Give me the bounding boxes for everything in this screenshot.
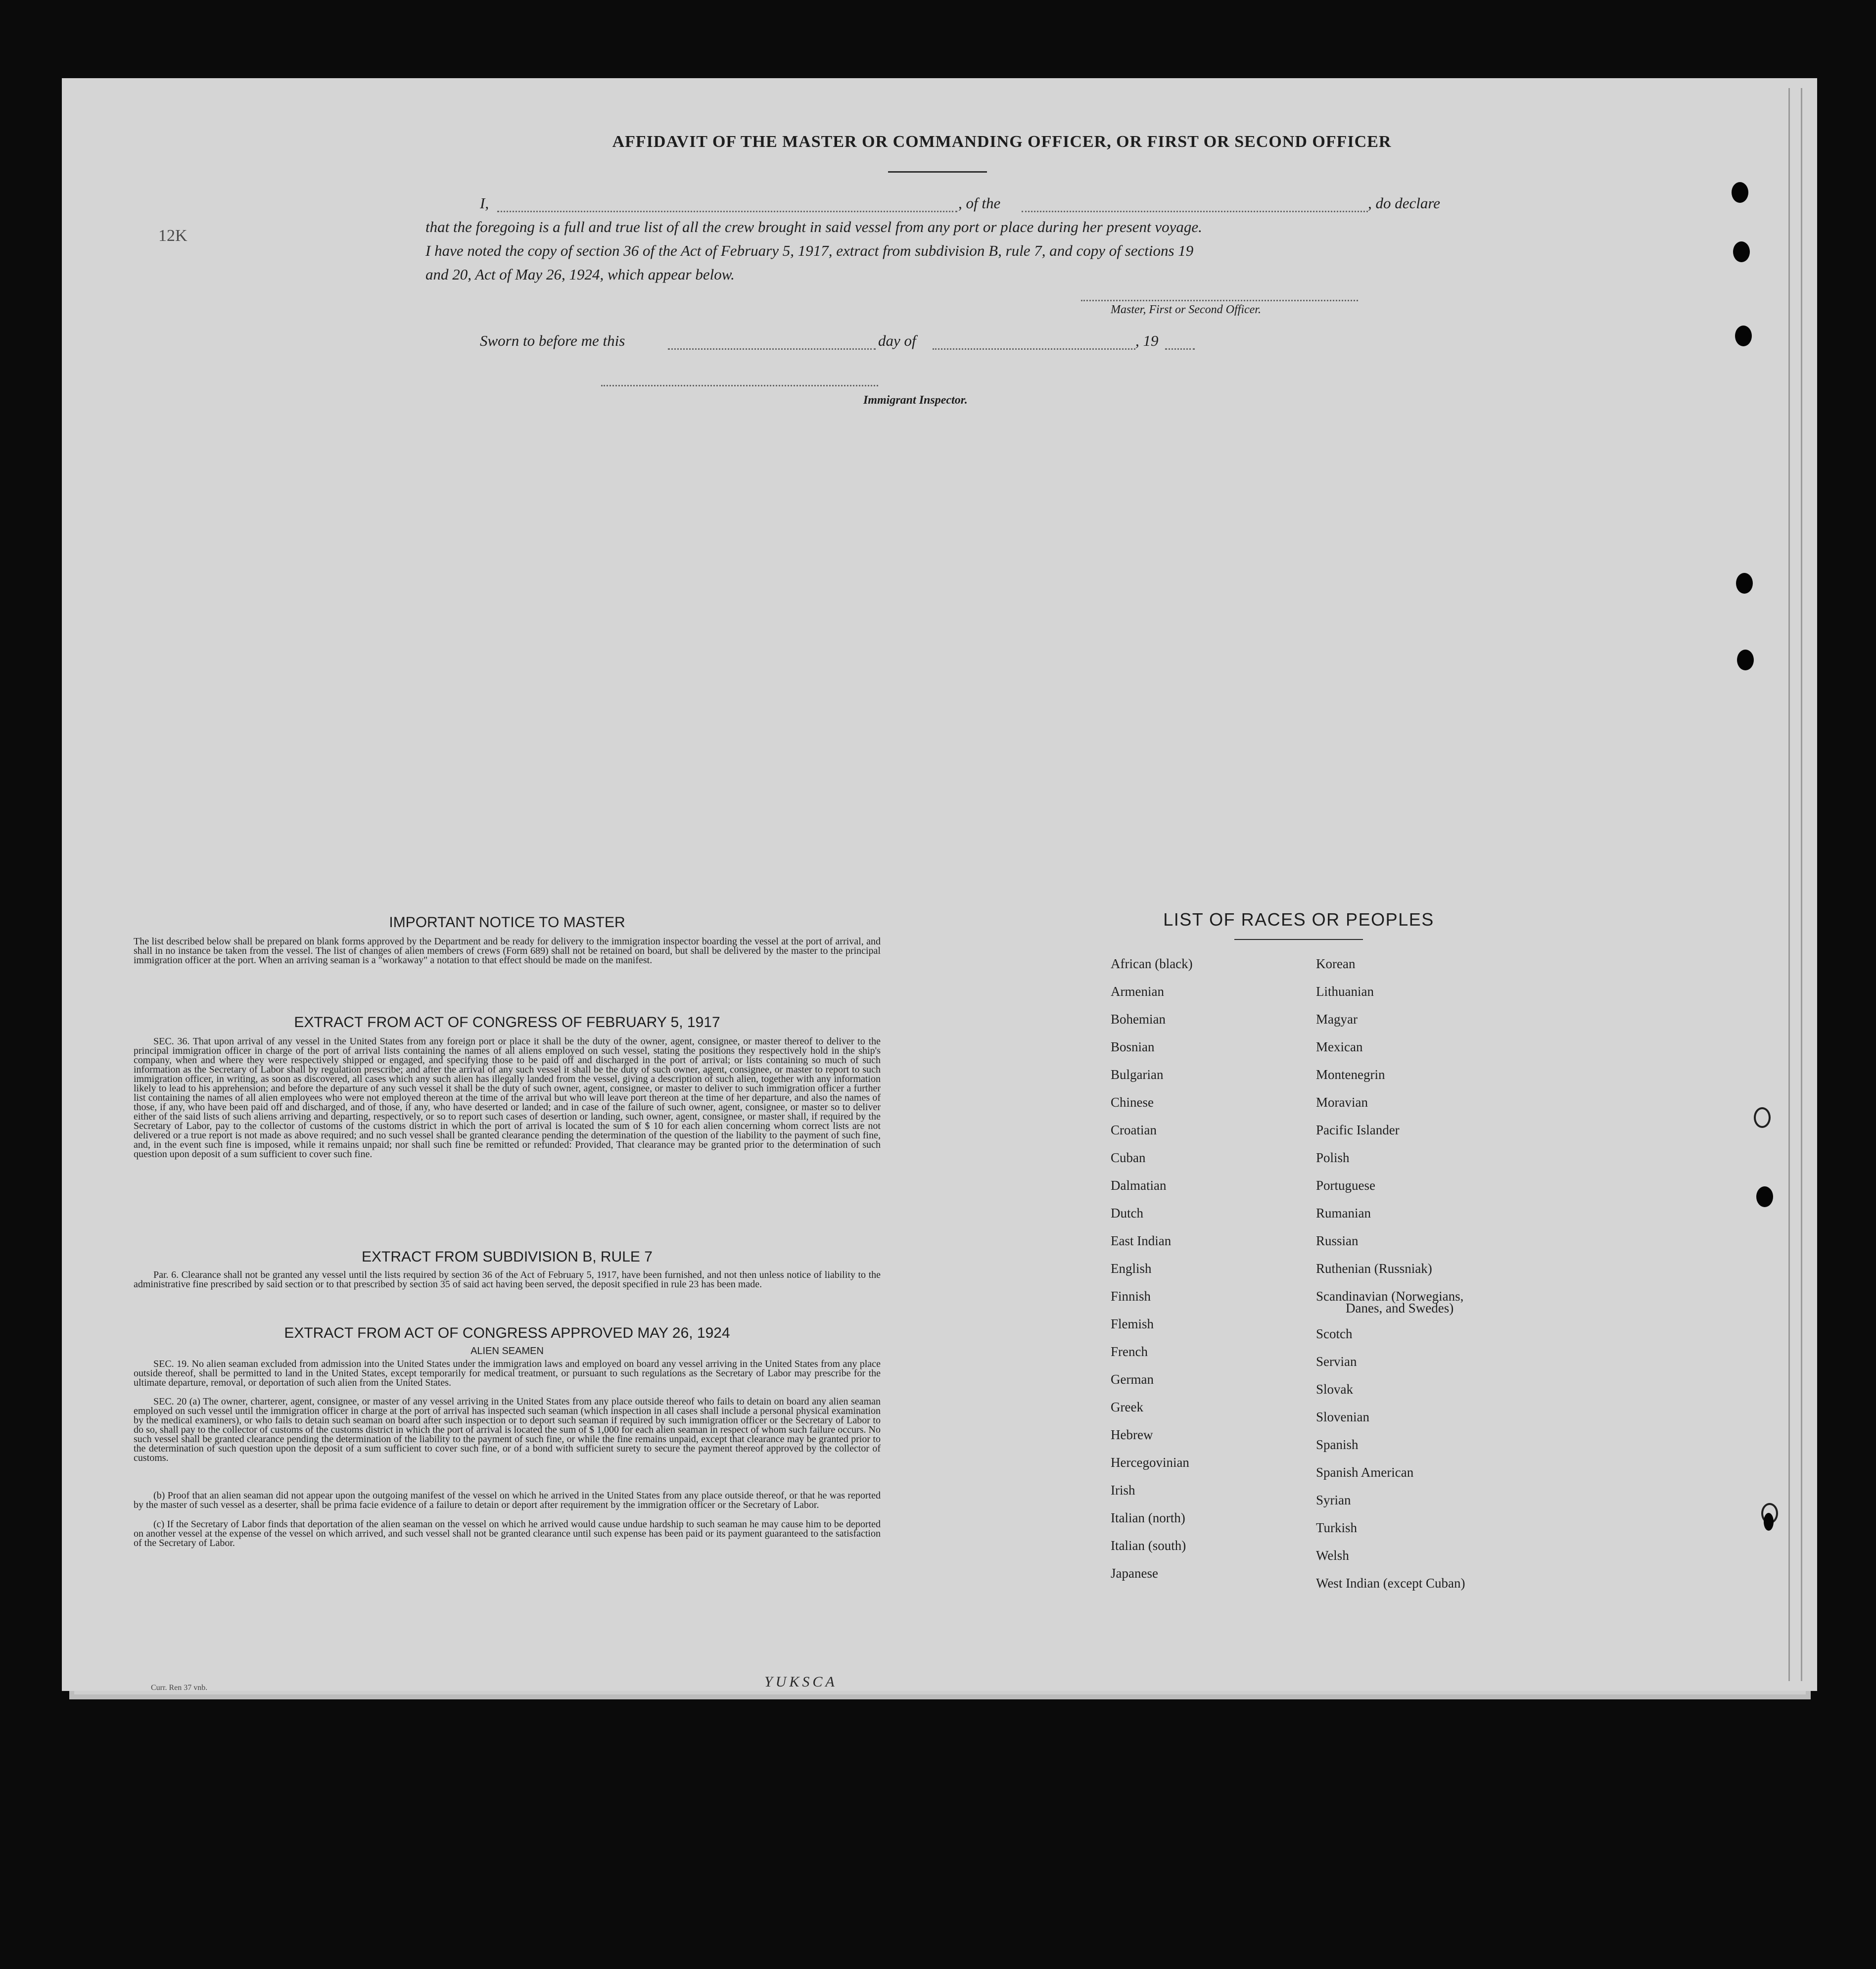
binder-hole — [1754, 1107, 1771, 1128]
race-list-item: Dutch — [1111, 1206, 1143, 1220]
day-blank — [668, 348, 876, 350]
race-list-item: Bohemian — [1111, 1012, 1166, 1027]
sec20b-body: (b) Proof that an alien seaman did not appear upon the outgoing manifest of the vessel on which he arrived in the United States from any place outside thereof, or that he was reported by the master of such vessel as a deserter, shall be prima facie evidence of a failure to detain or deport after requirement by the immigration officer or the Secretary of Labor. — [134, 1490, 881, 1510]
name-blank — [497, 211, 957, 212]
extract-1924-title: EXTRACT FROM ACT OF CONGRESS APPROVED MAY 26, 1924 — [284, 1325, 730, 1341]
binder-hole — [1764, 1513, 1774, 1531]
race-list-item: Ruthenian (Russniak) — [1316, 1261, 1432, 1276]
manifest-page — [62, 78, 1817, 1691]
race-list-item: Armenian — [1111, 984, 1164, 999]
page-edge — [1801, 88, 1802, 1681]
race-list-item: Scotch — [1316, 1326, 1353, 1341]
race-list-item: West Indian (except Cuban) — [1316, 1576, 1465, 1591]
race-list-item: German — [1111, 1372, 1154, 1387]
race-list-item: Mexican — [1316, 1039, 1363, 1054]
race-list-item: Italian (north) — [1111, 1510, 1185, 1525]
affidavit-do-declare: , do declare — [1368, 194, 1441, 212]
race-list-item: Slovak — [1316, 1382, 1354, 1397]
binder-hole — [1736, 573, 1753, 594]
race-list-item: Moravian — [1316, 1095, 1368, 1110]
race-list-item: African (black) — [1111, 956, 1193, 971]
binder-hole — [1735, 326, 1752, 346]
title-rule — [888, 171, 987, 173]
binder-hole — [1733, 241, 1750, 262]
vessel-blank — [1022, 211, 1368, 212]
sworn-day-of: day of — [878, 332, 916, 349]
affidavit-line-4: and 20, Act of May 26, 1924, which appear below. — [425, 266, 735, 283]
race-list-item: Bosnian — [1111, 1039, 1155, 1054]
race-list-item: Polish — [1316, 1150, 1350, 1165]
race-list-item: Chinese — [1111, 1095, 1154, 1110]
race-list-item: Magyar — [1316, 1012, 1358, 1027]
race-list-item: Welsh — [1316, 1548, 1349, 1563]
race-list-item: Portuguese — [1316, 1178, 1375, 1193]
race-list-item: Spanish — [1316, 1437, 1359, 1452]
form-number: Curr. Ren 37 vnb. — [151, 1684, 208, 1692]
race-list-item: Japanese — [1111, 1566, 1158, 1581]
race-list-item: English — [1111, 1261, 1152, 1276]
race-list-item: Spanish American — [1316, 1465, 1414, 1480]
master-label: Master, First or Second Officer. — [1111, 303, 1261, 316]
race-list-item: Danes, and Swedes) — [1346, 1301, 1454, 1315]
margin-mark: 12K — [158, 227, 188, 245]
extract-1924-subtitle: ALIEN SEAMEN — [470, 1346, 544, 1357]
rule7-title: EXTRACT FROM SUBDIVISION B, RULE 7 — [362, 1249, 653, 1265]
race-list-item: Finnish — [1111, 1289, 1151, 1304]
race-list-item: Servian — [1316, 1354, 1357, 1369]
affidavit-line-2: that the foregoing is a full and true list of all the crew brought in said vessel from any port or place during her present voyage. — [425, 218, 1202, 235]
race-list-item: Bulgarian — [1111, 1067, 1164, 1082]
race-list-item: Rumanian — [1316, 1206, 1371, 1220]
sec20c-body: (c) If the Secretary of Labor finds that deportation of the alien seaman on the vessel on which he arrived would cause undue hardship to such seaman he may cause him to be deported on another vessel at the expense of the vessel on which arrived, and such vessel shall not be granted clearance until such expense has been paid or its payment guaranteed to the satisfaction of the Secretary of Labor. — [134, 1519, 881, 1548]
race-list-item: Pacific Islander — [1316, 1123, 1400, 1137]
binder-hole — [1756, 1186, 1773, 1207]
year-blank — [1165, 348, 1195, 350]
affidavit-of-the: , of the — [958, 194, 1001, 212]
race-list-item: Cuban — [1111, 1150, 1146, 1165]
races-title: LIST OF RACES OR PEOPLES — [1163, 909, 1434, 930]
race-list-item: French — [1111, 1344, 1148, 1359]
race-list-item: Irish — [1111, 1483, 1135, 1498]
race-list-item: East Indian — [1111, 1233, 1172, 1248]
inspector-signature-blank — [601, 385, 878, 386]
month-blank — [933, 348, 1135, 350]
race-list-item: Hercegovinian — [1111, 1455, 1189, 1470]
race-list-item: Russian — [1316, 1233, 1359, 1248]
affidavit-line-3: I have noted the copy of section 36 of the Act of February 5, 1917, extract from subdivision B, rule 7, and copy of sections 19 — [425, 242, 1194, 259]
binder-hole — [1732, 182, 1748, 203]
race-list-item: Slovenian — [1316, 1409, 1369, 1424]
sworn-prefix: Sworn to before me this — [480, 332, 625, 349]
extract-1917-body: SEC. 36. That upon arrival of any vessel in the United States from any foreign port or place it shall be the duty of the owner, agent, consignee, or master thereof to deliver to the principal immigration officer in charge of the port of arrival lists containing the names of all aliens employed on such vessel, stating the positions they respectively hold in the ship's company, when and where they were respectively shipped or engaged, and specifying those to be paid off and discharged in the port of arrival; or lists containing so much of such information as the Secretary of Labor shall by regulation prescribe; and after the arrival of any such vessel it shall be the duty of such owner, agent, consignee, or master to report to such immigration officer, in writing, as soon as discovered, all cases which any such alien has illegally landed from the vessel, giving a description of such alien, together with any information likely to lead to his apprehension; and before the departure of any such vessel it shall be the duty of such owner, agent, consignee, or master to deliver to such immigration officer a further list containing the names of all alien employees who were not employed thereon at the time of the arrival but who will leave port thereon at the time of her departure, and also the names of those, if any, who have been paid off and discharged, and of those, if any, who have deserted or landed; and in case of the failure of such owner, agent, consignee, or master so to deliver either of the said lists of such aliens arriving and departing, respectively, or so to report such cases of desertion or landing, such owner, agent, consignee, or master shall, if required by the Secretary of Labor, pay to the collector of customs of the customs district in which the port of arrival is located the sum of $ 10 for each alien concerning whom correct lists are not delivered or a true report is not made as above required; and no such vessel shall be granted clearance pending the determination of the question of the liability to the payment of such fine, and, in the event such fine is imposed, while it remains unpaid; nor shall such fine be remitted or refunded: Provided, That clearance may be granted prior to the determination of such question upon deposit of a sum sufficient to cover such fine. — [134, 1036, 881, 1160]
page-edge — [1788, 88, 1790, 1681]
notice-body: The list described below shall be prepared on blank forms approved by the Department and be ready for delivery to the immigration inspector boarding the vessel at the port of arrival, and shall in no instance be taken from the vessel. The list of changes of alien members of crews (Form 689) shall not be retained on board, but shall be delivered by the master to the principal immigration officer at the port. When an arriving seaman is a "workaway" a notation to that effect should be made on the manifest. — [134, 936, 881, 966]
rule7-body: Par. 6. Clearance shall not be granted any vessel until the lists required by section 36 of the Act of February 5, 1917, have been furnished, and not then unless notice of liability to the administrative fine prescribed by said section or to that prescribed by section 35 of said act having been served, the deposit specified in rule 23 has been made. — [134, 1269, 881, 1290]
race-list-item: Italian (south) — [1111, 1538, 1186, 1553]
race-list-item: Dalmatian — [1111, 1178, 1167, 1193]
race-list-item: Syrian — [1316, 1493, 1351, 1507]
race-list-item: Korean — [1316, 956, 1356, 971]
race-list-item: Flemish — [1111, 1316, 1154, 1331]
inspector-label: Immigrant Inspector. — [863, 394, 968, 407]
race-list-item: Lithuanian — [1316, 984, 1374, 999]
race-list-item: Turkish — [1316, 1520, 1358, 1535]
race-list-item: Scandinavian (Norwegians, — [1316, 1289, 1464, 1304]
affidavit-title: AFFIDAVIT OF THE MASTER OR COMMANDING OFFICER, OR FIRST OR SECOND OFFICER — [612, 133, 1392, 151]
sec19-body: SEC. 19. No alien seaman excluded from admission into the United States under the immigration laws and employed on board any vessel arriving in the United States from any place outside thereof, shall be permitted to land in the United States, except temporarily for medical treatment, or pursuant to such regulations as the Secretary of Labor may prescribe for the ultimate departure, removal, or deportation of such alien from the United States. — [134, 1359, 881, 1388]
sworn-year: , 19 — [1135, 332, 1159, 349]
races-rule — [1234, 939, 1363, 940]
race-list-item: Greek — [1111, 1400, 1143, 1414]
handwritten-annotation: YUKSCA — [764, 1674, 838, 1690]
race-list-item: Montenegrin — [1316, 1067, 1385, 1082]
race-list-item: Croatian — [1111, 1123, 1157, 1137]
affidavit-line-i: I, — [480, 194, 489, 212]
race-list-item: Hebrew — [1111, 1427, 1153, 1442]
extract-1917-title: EXTRACT FROM ACT OF CONGRESS OF FEBRUARY 5, 1917 — [294, 1014, 720, 1031]
master-signature-blank — [1081, 300, 1358, 301]
sec20a-body: SEC. 20 (a) The owner, charterer, agent, consignee, or master of any vessel arriving in the United States from any place outside thereof who fails to detain on board any alien seaman employed on such vessel until the immigration officer in charge at the port of arrival has inspected such seaman (which inspection in all cases shall include a personal physical examination by the medical examiners), or who fails to detain such seaman on board after such inspection or to deport such seaman if required by such immigration officer or the Secretary of Labor to do so, shall pay to the collector of customs of the customs district in which the port of arrival is located the sum of $ 1,000 for each alien seaman in respect of whom such failure occurs. No such vessel shall be granted clearance pending the determination of the liability to the payment of such fine, or while the fine remains unpaid, except that clearance may be granted prior to the determination of such question upon the deposit of a sum sufficient to cover such fine, or of a bond with sufficient surety to secure the payment thereof approved by the collector of customs. — [134, 1396, 881, 1463]
notice-title: IMPORTANT NOTICE TO MASTER — [389, 914, 625, 931]
binder-hole — [1737, 650, 1754, 670]
